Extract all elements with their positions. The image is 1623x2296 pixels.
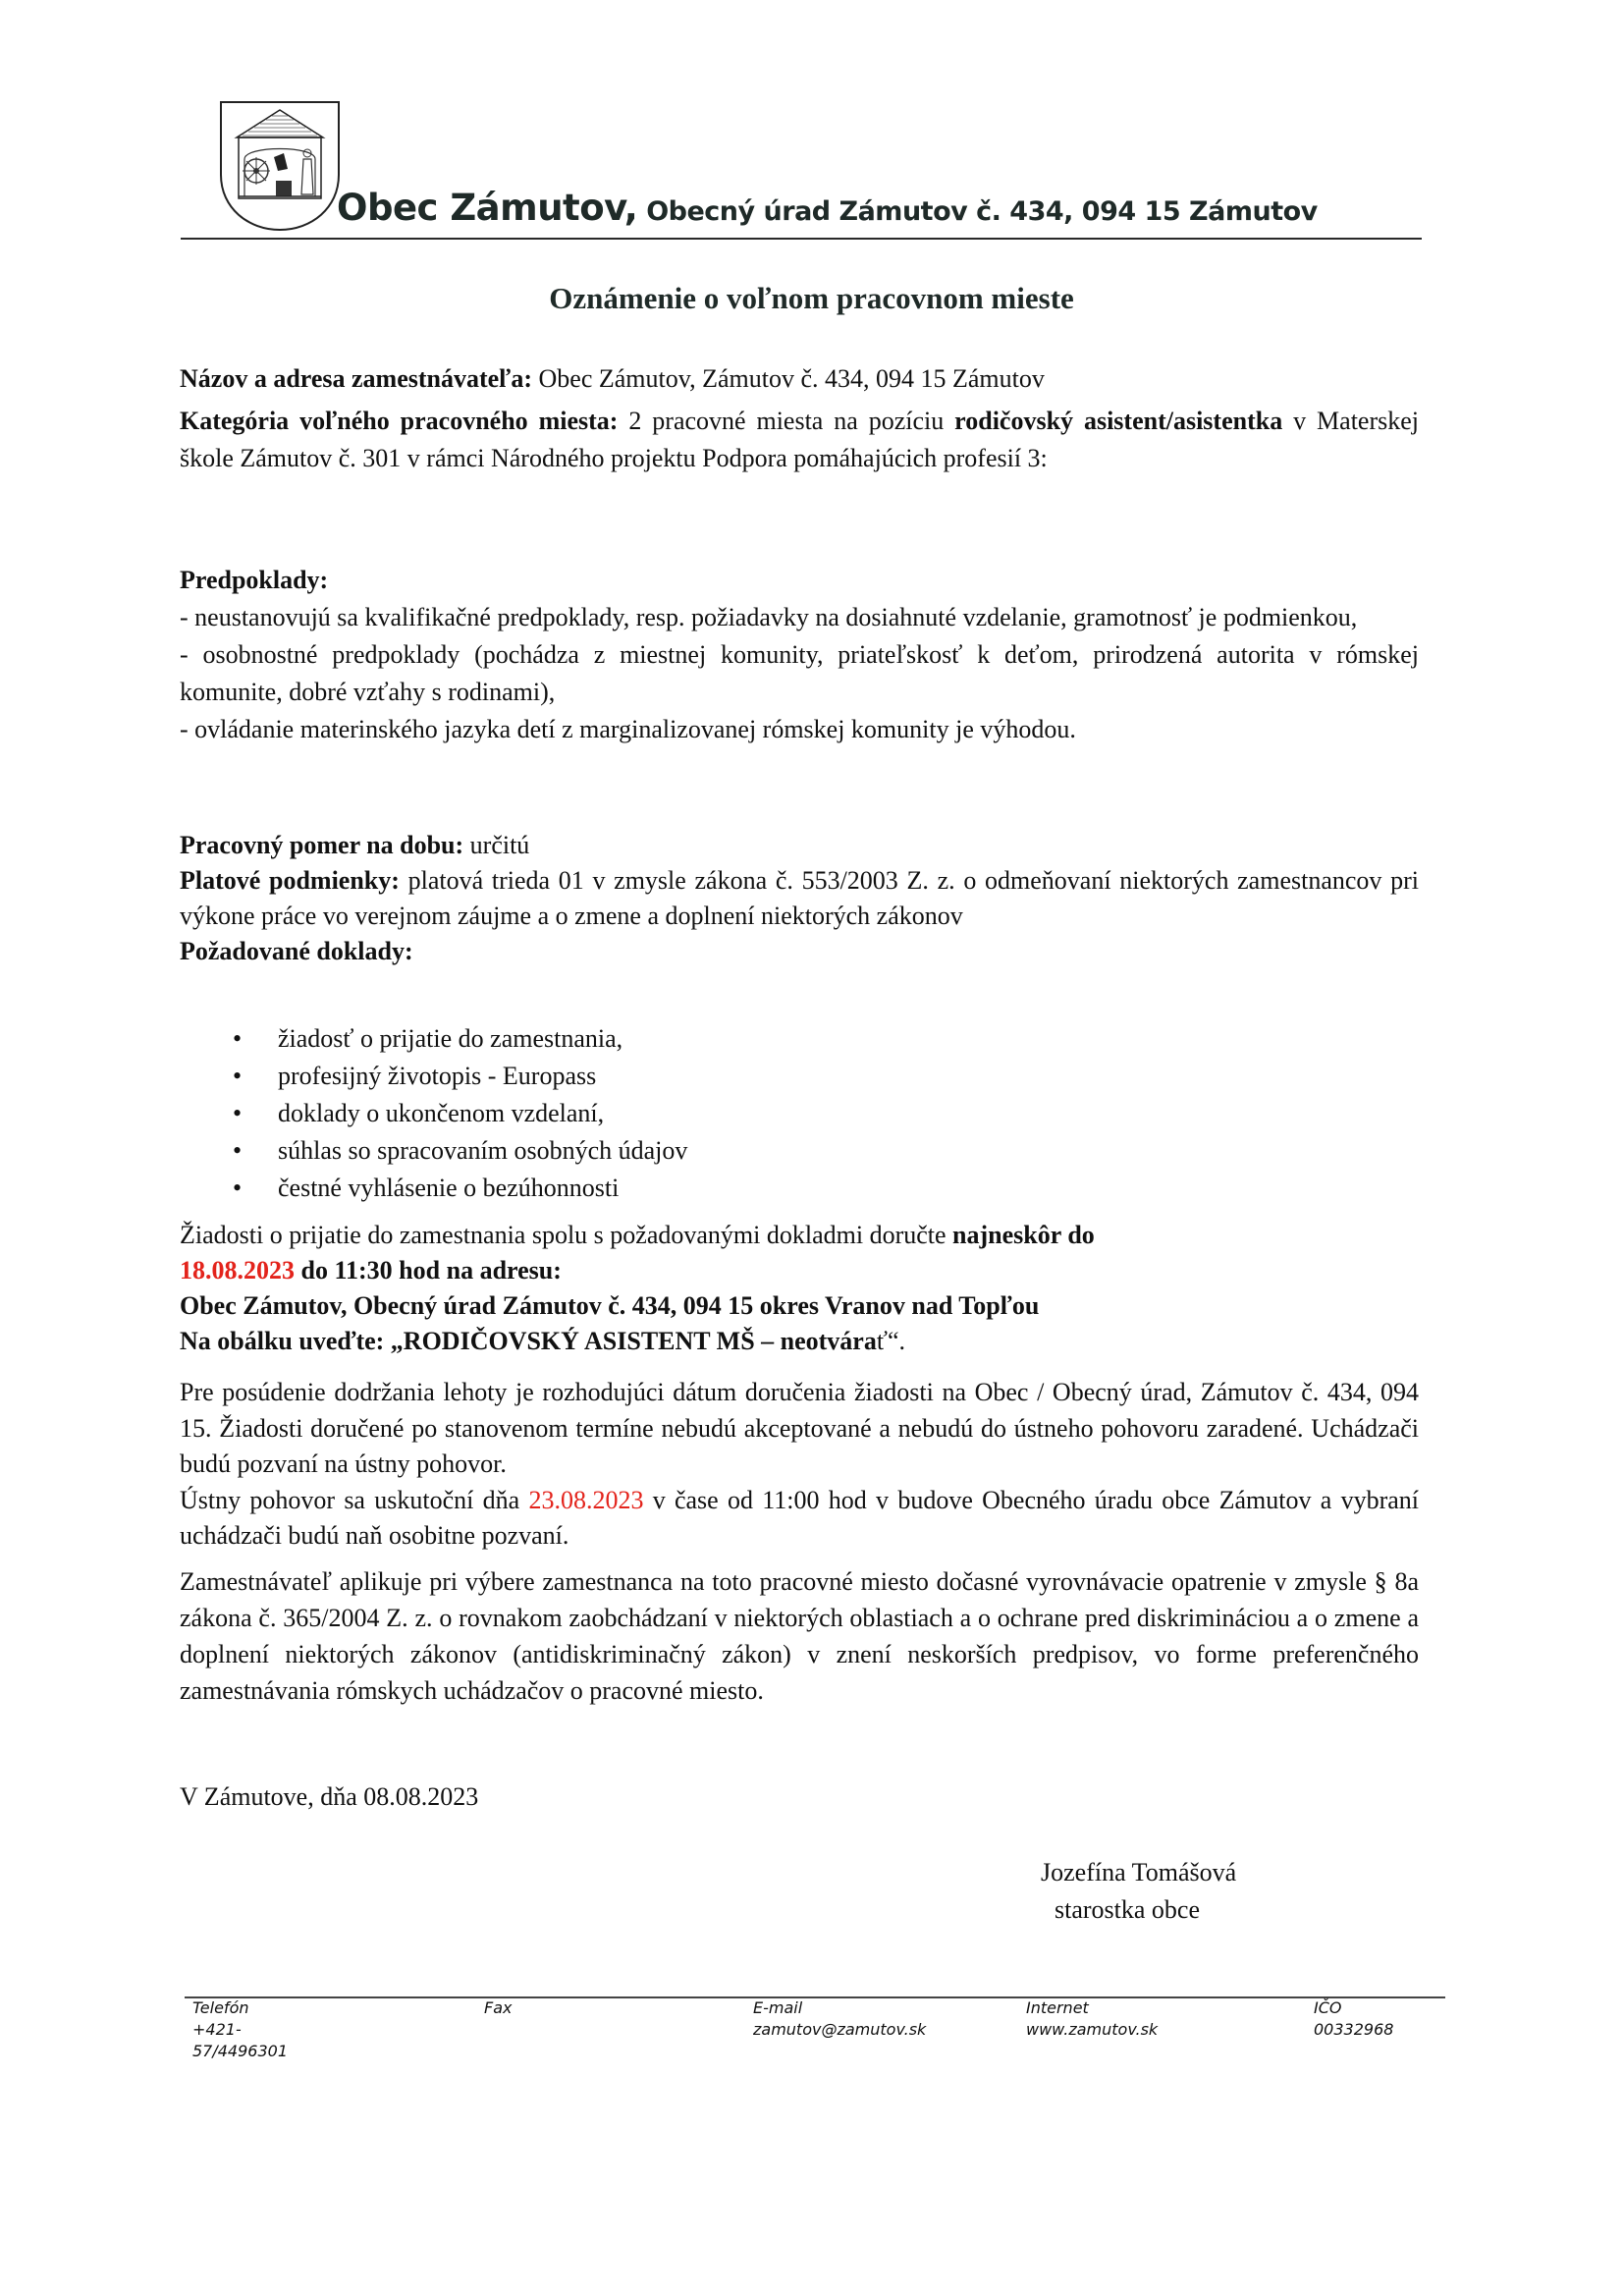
assessment-text: Pre posúdenie dodržania lehoty je rozhodujúci dátum doručenia žiadosti na Obec / Obecný úrad, Zámutov č. 434, 094 15. Žiadosti doručené po stanovenom termíne nebudú akceptované a nebudú do ústneho pohovoru zaradené. Uchádzači budú pozvaní na ústny pohovor.	[180, 1378, 1419, 1478]
category-label: Kategória voľného pracovného miesta:	[180, 407, 619, 435]
document-item: žiadosť o prijatie do zamestnania,	[278, 1024, 623, 1053]
position-name: rodičovský asistent/asistentka	[954, 407, 1283, 435]
salary-value: platová trieda 01 v zmysle zákona č. 553/2003 Z. z. o odmeňovaní niektorých zamestnancov pri výkone práce vo verejnom záujme a o zmene a doplnení niektorých zákonov	[180, 866, 1419, 930]
contract-label: Pracovný pomer na dobu:	[180, 831, 464, 859]
measure-text: Zamestnávateľ aplikuje pri výbere zamestnanca na toto pracovné miesto dočasné vyrovnávacie opatrenie v zmysle § 8a zákona č. 365/2004 Z. z. o rovnakom zaobchádzaní v niektorých oblastiach a o ochrane pred diskrimináciou a o zmene a doplnení niektorých zákonov (antidiskriminačný zákon) v znení neskorších predpisov, vo forme preferenčného zamestnávania rómskych uchádzačov o pracovné miesto.	[180, 1567, 1419, 1705]
footer-ico	[1314, 1997, 1393, 2041]
prerequisite-item: - neustanovujú sa kvalifikačné predpoklady, resp. požiadavky na dosiahnuté vzdelanie, gramotnosť je podmienkou,	[180, 603, 1358, 631]
document-item: čestné vyhlásenie o bezúhonnosti	[278, 1174, 620, 1202]
footer-ico-label: IČO	[1314, 1998, 1342, 2017]
footer-email-value: zamutov@zamutov.sk	[753, 2020, 927, 2039]
list-item	[180, 1058, 687, 1095]
list-item	[180, 1170, 687, 1207]
required-documents-list	[180, 1020, 687, 1207]
footer-fax-label: Fax	[484, 1998, 513, 2017]
envelope-instruction: Na obálku uveďte: „RODIČOVSKÝ ASISTENT MŠ – neotvára	[180, 1327, 877, 1355]
category-text-continued: v Materskej škole Zámutov č. 301 v rámci Národného projektu Podpora pomáhajúcich profesií 3:	[180, 407, 1419, 472]
footer-phone-value: +421-	[192, 2020, 242, 2039]
list-item	[180, 1132, 687, 1170]
category-text: 2 pracovné miesta na pozíciu	[618, 407, 955, 435]
category-section	[180, 403, 1419, 476]
deadline-date: 18.08.2023	[180, 1256, 295, 1285]
organization-address: Obecný úrad Zámutov č. 434, 094 15 Zámutov	[637, 196, 1318, 227]
municipal-coat-of-arms-icon	[217, 98, 343, 234]
employer-value: Obec Zámutov, Zámutov č. 434, 094 15 Zámutov	[532, 364, 1045, 393]
bullet-icon: •	[233, 1062, 243, 1090]
employer-label: Názov a adresa zamestnávateľa:	[180, 364, 533, 393]
list-item	[180, 1095, 687, 1132]
bullet-icon: •	[233, 1136, 243, 1165]
salary-label: Platové podmienky:	[180, 866, 400, 895]
footer-internet	[1026, 1997, 1158, 2041]
bullet-icon: •	[233, 1099, 243, 1127]
footer-email-label: E-mail	[753, 1998, 803, 2017]
interview-text: Ústny pohovor sa uskutoční dňa	[180, 1485, 529, 1514]
bullet-icon: •	[233, 1024, 243, 1053]
footer-phone-label: Telefón	[192, 1998, 249, 2017]
footer-phone	[192, 1997, 288, 2062]
place-and-date: V Zámutove, dňa 08.08.2023	[180, 1782, 479, 1811]
footer-internet-label: Internet	[1026, 1998, 1089, 2017]
contract-value: určitú	[463, 831, 530, 859]
list-item	[180, 1020, 687, 1058]
compensatory-measure-section	[180, 1563, 1419, 1709]
submission-address: Obec Zámutov, Obecný úrad Zámutov č. 434, 094 15 okres Vranov nad Topľou	[180, 1291, 1040, 1320]
employer-section	[180, 361, 1419, 397]
prerequisites-heading: Predpoklady:	[180, 566, 329, 594]
prerequisites-section	[180, 562, 1419, 748]
envelope-instruction-end: ť“.	[876, 1327, 906, 1355]
header-divider	[181, 238, 1422, 240]
submission-text: Žiadosti o prijatie do zamestnania spolu s požadovanými dokladmi doručte	[180, 1221, 953, 1249]
document-item: doklady o ukončenom vzdelaní,	[278, 1099, 605, 1127]
organization-name: Obec Zámutov,	[337, 187, 638, 229]
footer-fax	[484, 1997, 512, 2019]
bullet-icon: •	[233, 1174, 243, 1202]
signature-block	[1041, 1854, 1236, 1929]
conditions-section	[180, 828, 1419, 969]
footer-internet-value: www.zamutov.sk	[1026, 2020, 1159, 2039]
prerequisite-item: - osobnostné predpoklady (pochádza z miestnej komunity, priateľskosť k deťom, prirodzená autorita v rómskej komunite, dobré vzťahy s rodinami),	[180, 640, 1419, 706]
deadline-label: najneskôr do	[952, 1221, 1095, 1249]
footer-ico-value: 00332968	[1314, 2020, 1394, 2039]
interview-date: 23.08.2023	[528, 1485, 644, 1514]
assessment-section	[180, 1375, 1419, 1555]
prerequisite-item: - ovládanie materinského jazyka detí z marginalizovanej rómskej komunity je výhodou.	[180, 715, 1076, 743]
organization-heading	[337, 187, 1318, 229]
document-title: Oznámenie o voľnom pracovnom mieste	[549, 281, 1074, 315]
signatory-name: Jozefína Tomášová	[1041, 1858, 1237, 1886]
footer-email	[753, 1997, 926, 2041]
footer-phone-value-continued: 57/4496301	[192, 2042, 289, 2060]
signatory-role: starostka obce	[1055, 1895, 1201, 1924]
interview-text-continued: v čase od 11:00 hod v budove Obecného úradu obce Zámutov a vybraní uchádzači budú naň osobitne pozvaní.	[180, 1485, 1419, 1550]
submission-section	[180, 1218, 1419, 1359]
required-documents-heading: Požadované doklady:	[180, 937, 413, 965]
document-item: profesijný životopis - Europass	[278, 1062, 597, 1090]
deadline-time: do 11:30 hod na adresu:	[295, 1256, 562, 1285]
document-item: súhlas so spracovaním osobných údajov	[278, 1136, 688, 1165]
